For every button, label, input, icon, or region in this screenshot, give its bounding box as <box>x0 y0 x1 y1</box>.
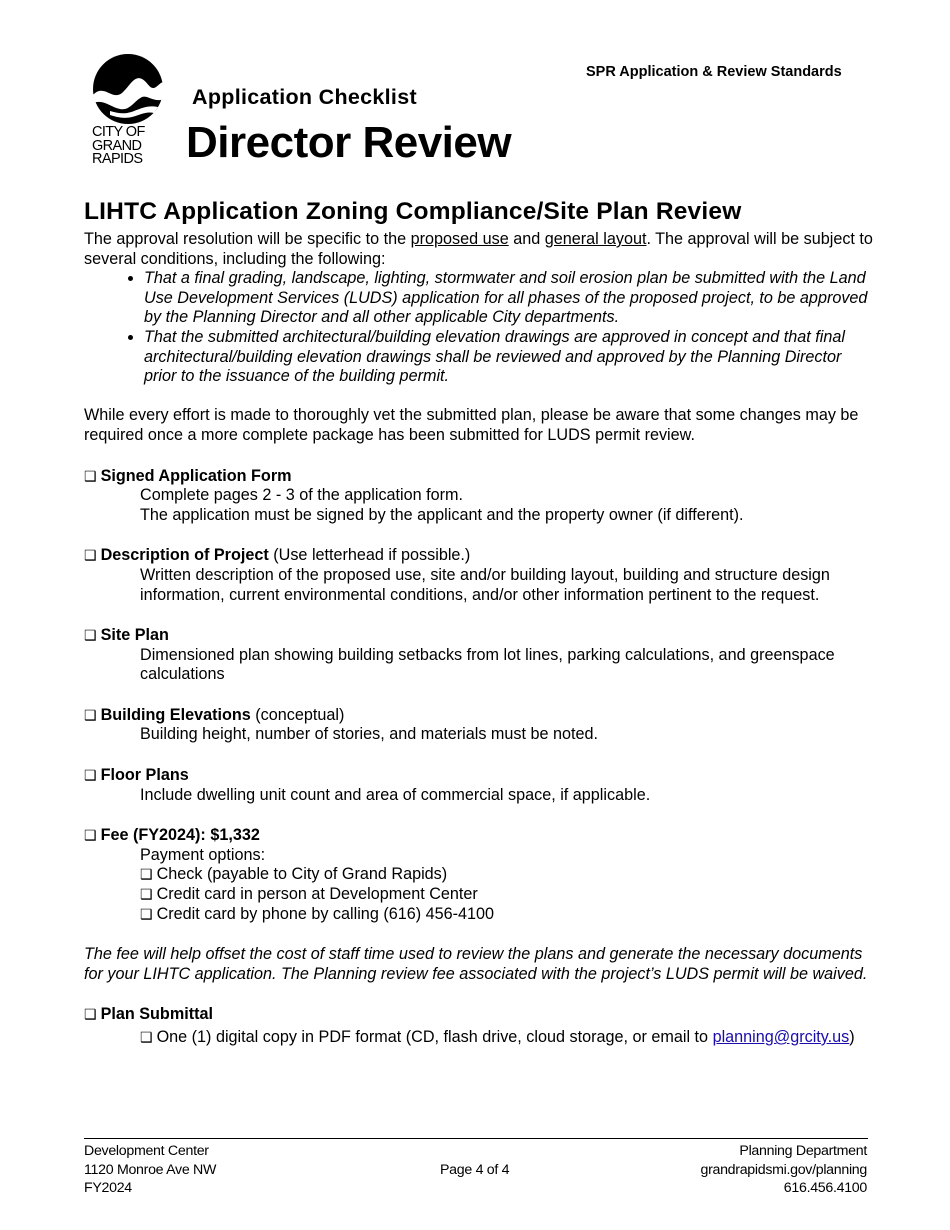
page-number: Page 4 of 4 <box>440 1162 510 1178</box>
checklist-item-plan-submittal: ❑ Plan Submittal ❑ One (1) digital copy in PDF format (CD, flash drive, cloud storage, or email to planning@grcity.us) <box>84 1005 855 1046</box>
item-title: Plan Submittal <box>100 1005 213 1024</box>
proposed-use-term: proposed use <box>410 230 509 248</box>
item-title: Floor Plans <box>100 766 189 785</box>
checkbox-icon[interactable]: ❑ <box>140 905 153 922</box>
checkbox-icon[interactable]: ❑ <box>84 1006 97 1023</box>
checkbox-icon[interactable]: ❑ <box>84 706 97 723</box>
checkbox-icon[interactable]: ❑ <box>84 547 97 564</box>
city-logo-mark-icon <box>90 53 166 125</box>
general-layout-term: general layout <box>544 230 647 248</box>
checklist-item-elevations: ❑ Building Elevations (conceptual) Building height, number of stories, and materials must be noted. <box>84 705 599 744</box>
payment-option: ❑ Credit card in person at Development Center <box>140 885 478 904</box>
item-title: Signed Application Form <box>100 466 292 485</box>
item-title: Building Elevations <box>100 705 251 724</box>
checkbox-icon[interactable]: ❑ <box>140 866 153 883</box>
notice-paragraph: While every effort is made to thoroughly vet the submitted plan, please be aware that some changes may be required once a more complete package has been submitted for LUDS permit review. <box>84 406 859 444</box>
document-title: Director Review <box>186 118 512 167</box>
footer-divider <box>84 1138 868 1139</box>
section-heading: LIHTC Application Zoning Compliance/Site Plan Review <box>84 198 742 225</box>
item-title: Fee (FY2024): $1,332 <box>100 826 260 845</box>
checkbox-icon[interactable]: ❑ <box>140 886 153 903</box>
item-title: Description of Project <box>100 546 269 565</box>
checklist-item-fee: ❑ Fee (FY2024): $1,332 Payment options: ❑ Check (payable to City of Grand Rapids) ❑ Credit card in person at Development Center ❑ Credit card by phone by calling (616) 456-4100 <box>84 826 874 924</box>
item-title: Site Plan <box>100 626 169 645</box>
checkbox-icon[interactable]: ❑ <box>84 767 97 784</box>
payment-option: ❑ Check (payable to City of Grand Rapids) <box>140 865 448 884</box>
checkbox-icon[interactable]: ❑ <box>84 467 97 484</box>
checklist-item-site-plan: ❑ Site Plan Dimensioned plan showing building setbacks from lot lines, parking calculations, and greenspace calculations <box>84 626 835 684</box>
fee-note: The fee will help offset the cost of staff time used to review the plans and generate the necessary documents for your LIHTC application. The Planning review fee associated with the project’s LUDS permit will be waived. <box>84 945 868 983</box>
document-subtitle: Application Checklist <box>192 85 417 109</box>
conditions-list <box>84 269 874 387</box>
intro-paragraph: The approval resolution will be specific to the proposed use and general layout. The approval will be subject to several conditions, including the following: <box>84 230 873 268</box>
checklist-item-signed-form: ❑ Signed Application Form Complete pages 2 - 3 of the application form. The application must be signed by the applicant and the property owner (if different). <box>84 466 744 524</box>
planning-email-link[interactable]: planning@grcity.us <box>712 1028 850 1046</box>
checkbox-icon[interactable]: ❑ <box>84 627 97 644</box>
footer-left: Development Center 1120 Monroe Ave NW FY2024 <box>84 1143 217 1196</box>
document-kicker: SPR Application & Review Standards <box>586 64 842 80</box>
document-body <box>84 230 874 1048</box>
checklist-item-floor-plans: ❑ Floor Plans Include dwelling unit count and area of commercial space, if applicable. <box>84 766 651 804</box>
condition-item: • That a final grading, landscape, lighting, stormwater and soil erosion plan be submitted with the Land Use Development Services (LUDS) application for all phases of the proposed project, to be approved by the Planning Director and all other applicable City departments. <box>144 269 874 328</box>
city-logo <box>90 53 166 171</box>
checkbox-icon[interactable]: ❑ <box>84 827 97 844</box>
condition-item: • That the submitted architectural/building elevation drawings are approved in concept and that final architectural/building elevation drawings shall be reviewed and approved by the Planning Director prior to the issuance of the building permit. <box>144 328 874 387</box>
city-logo-text: CITY OF GRAND RAPIDS <box>92 124 145 167</box>
payment-option: ❑ Credit card by phone by calling (616) 456-4100 <box>140 904 495 923</box>
checkbox-icon[interactable]: ❑ <box>140 1029 153 1045</box>
checklist-item-description: ❑ Description of Project (Use letterhead if possible.) Written description of the proposed use, site and/or building layout, building and structure design information, current environmental conditions, and/or other information pertinent to the request. <box>84 546 830 604</box>
footer-right: Planning Department grandrapidsmi.gov/planning 616.456.4100 <box>700 1143 867 1196</box>
